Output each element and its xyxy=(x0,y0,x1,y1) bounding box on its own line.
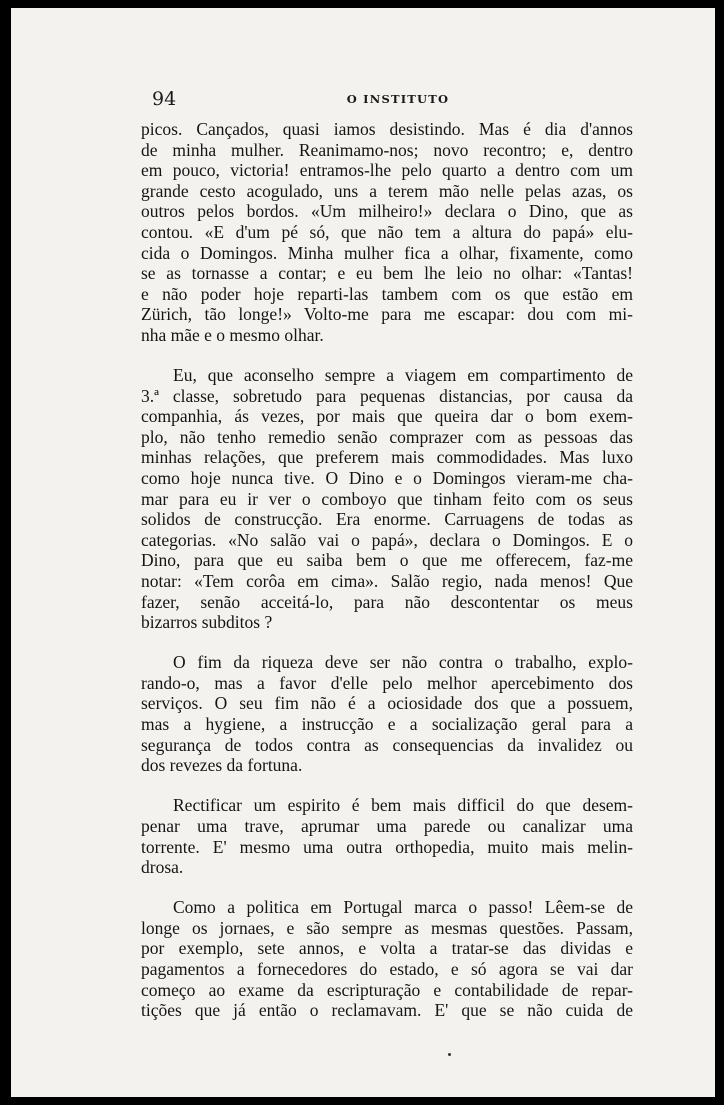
text-line: nha mãe e o mesmo olhar. xyxy=(141,324,324,345)
text-line: categorias. «No salão vai o papá», declara o Domingos. E o xyxy=(141,529,633,550)
text-line: outros pelos bordos. «Um milheiro!» declara o Dino, que as xyxy=(141,201,633,222)
paragraph-3 xyxy=(141,652,633,776)
text-line: começo ao exame da escripturação e contabilidade de repar- xyxy=(141,979,633,1000)
text-line: longe os jornaes, e são sempre as mesmas questões. Passam, xyxy=(141,917,633,938)
text-line: penar uma trave, aprumar uma parede ou canalizar uma xyxy=(141,815,633,836)
body-text xyxy=(141,119,633,1040)
text-line: grande cesto acogulado, uns a terem mão nelle pelas azas, os xyxy=(141,180,633,201)
text-line: solidos de construcção. Era enorme. Carruagens de todas as xyxy=(141,509,633,530)
text-line: Dino, para que eu saiba bem o que me offerecem, faz-me xyxy=(141,550,633,571)
text-line: por exemplo, sete annos, e volta a tratar-se das dividas e xyxy=(141,938,633,959)
text-line: minhas relações, que preferem mais commodidades. Mas luxo xyxy=(141,447,633,468)
text-line: torrente. E' mesmo uma outra orthopedia, muito mais melin- xyxy=(141,836,633,857)
text-line: fazer, senão acceitá-lo, para não descontentar os meus xyxy=(141,591,633,612)
text-line: em pouco, victoria! entramos-lhe pelo quarto a dentro com um xyxy=(141,160,633,181)
text-line: mas a hygiene, a instrucção e a socialização geral para a xyxy=(141,714,633,735)
paragraph-4 xyxy=(141,795,633,877)
page-number: 94 xyxy=(152,88,177,110)
page-header xyxy=(152,88,644,114)
text-line: contou. «E d'um pé só, que não tem a altura do papá» elu- xyxy=(141,221,633,242)
text-line: 3.ª classe, sobretudo para pequenas distancias, por causa da xyxy=(141,385,633,406)
text-line: Como a politica em Portugal marca o passo! Lêem-se de xyxy=(173,897,633,918)
text-line: de minha mulher. Reanimamo-nos; novo recontro; e, dentro xyxy=(141,139,633,160)
text-line: Eu, que aconselho sempre a viagem em compartimento de xyxy=(173,365,633,386)
text-line: se as tornasse a contar; e eu bem lhe leio no olhar: «Tantas! xyxy=(141,263,633,284)
text-line: Zürich, tão longe!» Volto-me para me escapar: dou com mi- xyxy=(141,304,633,325)
text-line: notar: «Tem corôa em cima». Salão regio, nada menos! Que xyxy=(141,570,633,591)
text-line: cida o Domingos. Minha mulher fica a olhar, fixamente, como xyxy=(141,242,633,263)
text-line: picos. Cançados, quasi iamos desistindo. Mas é dia d'annos xyxy=(141,119,633,139)
paragraph-2 xyxy=(141,365,633,633)
text-line: mar para eu ir ver o comboyo que tinham feito com os seus xyxy=(141,488,633,509)
text-line: pagamentos a fornecedores do estado, e só agora se vai dar xyxy=(141,958,633,979)
text-line: drosa. xyxy=(141,857,184,878)
text-line: e não poder hoje reparti-las tambem com os que estão em xyxy=(141,283,633,304)
paragraph-1 xyxy=(141,119,633,346)
running-title: O INSTITUTO xyxy=(346,92,450,106)
text-line: O fim da riqueza deve ser não contra o trabalho, explo- xyxy=(173,652,633,673)
ink-speck xyxy=(448,1053,451,1056)
paragraph-5 xyxy=(141,897,633,1021)
text-line: plo, não tenho remedio senão comprazer com as pessoas das xyxy=(141,426,633,447)
text-line: Rectificar um espirito é bem mais difficil do que desem- xyxy=(173,795,633,816)
text-line: bizarros subditos ? xyxy=(141,612,273,633)
text-line: serviços. O seu fim não é a ociosidade dos que a possuem, xyxy=(141,693,633,714)
text-line: companhia, ás vezes, por mais que queira dar o bom exem- xyxy=(141,406,633,427)
text-line: segurança de todos contra as consequencias da invalidez ou xyxy=(141,734,633,755)
text-line: como hoje nunca tive. O Dino e o Domingos vieram-me cha- xyxy=(141,468,633,488)
text-line: rando-o, mas a favor d'elle pelo melhor apercebimento dos xyxy=(141,672,633,693)
text-line: tições que já então o reclamavam. E' que se não cuida de xyxy=(141,1000,633,1021)
text-line: dos revezes da fortuna. xyxy=(141,755,303,776)
